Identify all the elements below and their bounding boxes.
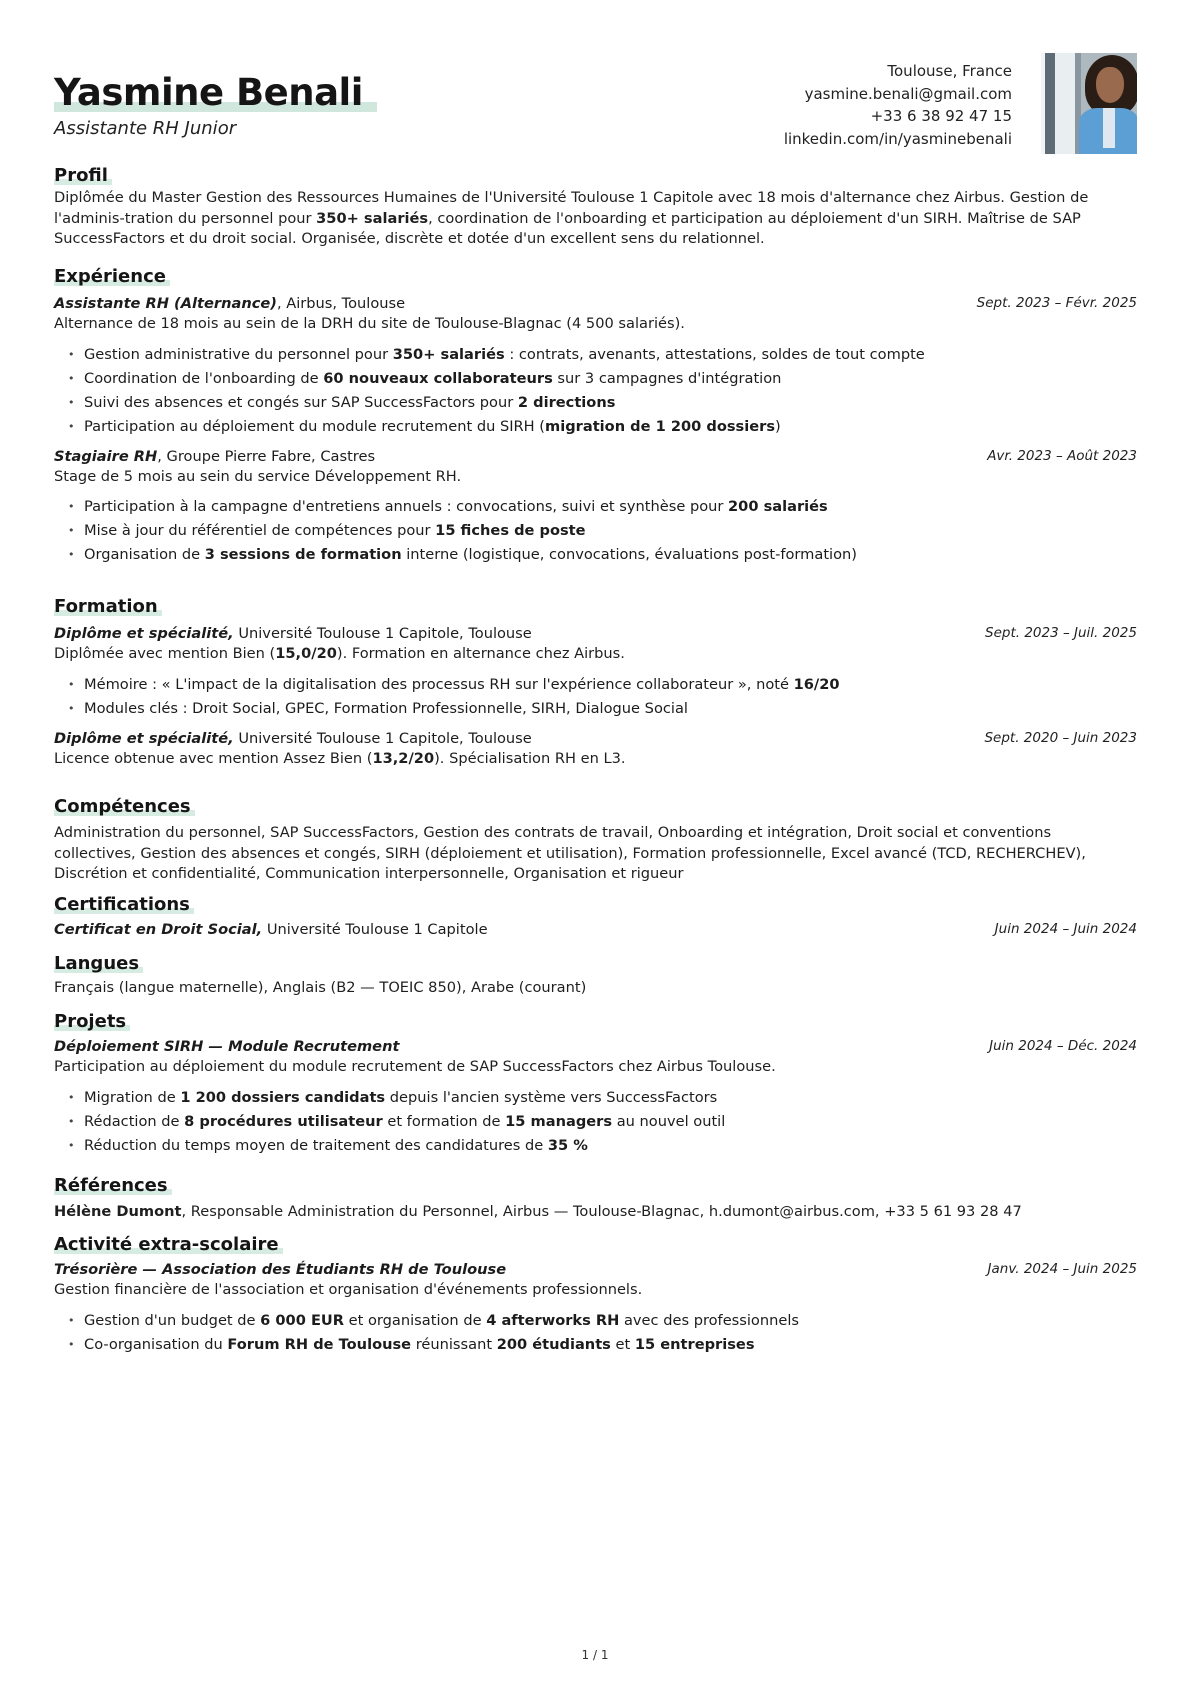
- bullet-item: • Gestion administrative du personnel pour 350+ salariés : contrats, avenants, attestations, soldes de tout compte: [68, 343, 1137, 367]
- linkedin-link[interactable]: linkedin.com/in/yasminebenali: [783, 129, 1012, 148]
- entry-date: Sept. 2023 – Juil. 2025: [985, 625, 1137, 641]
- entry-description: Licence obtenue avec mention Assez Bien (13,2/20). Spécialisation RH en L3.: [54, 749, 626, 767]
- entry-role: Certificat en Droit Social,: [54, 921, 263, 938]
- entry-org: Université Toulouse 1 Capitole, Toulouse: [233, 625, 532, 642]
- formation-entry: [54, 728, 1137, 770]
- location: Toulouse, France: [887, 62, 1012, 80]
- candidate-name: Yasmine Benali: [54, 68, 377, 118]
- profil-text: Diplômée du Master Gestion des Ressources Humaines de l'Université Toulouse 1 Capitole avec 18 mois d'alternance chez Airbus. Gestion de l'adminis-tration du personnel pour 350+ salariés, coordination de l'onboarding et participation au déploiement d'un SIRH. Maîtrise de SAP SuccessFactors et du droit social. Organisée, discrète et dotée d'un excellent sens du relationnel.: [54, 189, 1089, 247]
- bullet-item: • Mise à jour du référentiel de compétences pour 15 fiches de poste: [68, 519, 1137, 543]
- entry-description: Stage de 5 mois au sein du service Développement RH.: [54, 467, 462, 485]
- section-title-experience: Expérience: [54, 265, 170, 289]
- entry-role: Assistante RH (Alternance): [54, 295, 277, 312]
- bullet-item: • Participation au déploiement du module recrutement du SIRH (migration de 1 200 dossiers): [68, 415, 1137, 439]
- section-references: [54, 1174, 1137, 1223]
- profile-photo: [1041, 53, 1137, 154]
- entry-bullets: [54, 495, 1137, 567]
- section-title-certifications: Certifications: [54, 893, 194, 917]
- entry-org: , Airbus, Toulouse: [276, 295, 406, 312]
- section-profil: [54, 164, 1137, 250]
- section-title-profil: Profil: [54, 164, 112, 188]
- entry-date: Avr. 2023 – Août 2023: [987, 447, 1137, 464]
- entry-bullets: [54, 343, 1137, 439]
- section-title-langues: Langues: [54, 952, 143, 976]
- bullet-item: • Rédaction de 8 procédures utilisateur et formation de 15 managers au nouvel outil: [68, 1110, 1137, 1134]
- bullet-item: • Réduction du temps moyen de traitement des candidatures de 35 %: [68, 1134, 1137, 1158]
- entry-description: Participation au déploiement du module recrutement de SAP SuccessFactors chez Airbus Toulouse.: [54, 1058, 776, 1075]
- competences-text: Administration du personnel, SAP SuccessFactors, Gestion des contrats de travail, Onboarding et intégration, Droit social et conventions collectives, Gestion des absences et congés, SIRH (déploiement et utilisation), Formation professionnelle, Excel avancé (TCD, RECHERCHEV), Discrétion et confidentialité, Communication interpersonnelle, Organisation et rigueur: [54, 824, 1086, 882]
- bullet-item: • Participation à la campagne d'entretiens annuels : convocations, suivi et synthèse pour 200 salariés: [68, 495, 1137, 519]
- section-title-competences: Compétences: [54, 795, 195, 819]
- section-title-extra: Activité extra-scolaire: [54, 1233, 283, 1257]
- page-number: 1 / 1: [581, 1648, 609, 1662]
- bullet-item: • Coordination de l'onboarding de 60 nouveaux collaborateurs sur 3 campagnes d'intégration: [68, 367, 1137, 391]
- section-certifications: [54, 893, 1137, 940]
- entry-description: Diplômée avec mention Bien (15,0/20). Formation en alternance chez Airbus.: [54, 645, 625, 662]
- section-projets: [54, 1010, 1137, 1158]
- entry-date: Juin 2024 – Déc. 2024: [989, 1038, 1137, 1054]
- bullet-item: • Modules clés : Droit Social, GPEC, Formation Professionnelle, SIRH, Dialogue Social: [68, 697, 1137, 721]
- entry-role: Diplôme et spécialité,: [54, 729, 234, 747]
- section-title-projets: Projets: [54, 1010, 130, 1034]
- resume-page: [54, 0, 1137, 1353]
- bullet-item: • Gestion d'un budget de 6 000 EUR et organisation de 4 afterworks RH avec des professionnels: [68, 1309, 1137, 1333]
- entry-description: Gestion financière de l'association et organisation d'événements professionnels.: [54, 1281, 643, 1298]
- entry-role: Déploiement SIRH — Module Recrutement: [54, 1038, 400, 1055]
- contact-block: [784, 60, 1012, 150]
- resume-header: [54, 0, 1137, 160]
- experience-entry: [54, 446, 1137, 568]
- bullet-item: • Suivi des absences et congés sur SAP SuccessFactors pour 2 directions: [68, 391, 1137, 415]
- phone: +33 6 38 92 47 15: [870, 107, 1012, 125]
- entry-role: Diplôme et spécialité,: [54, 625, 234, 642]
- email-link[interactable]: yasmine.benali@gmail.com: [804, 84, 1012, 103]
- section-extra-scolaire: [54, 1233, 1137, 1357]
- section-experience: [54, 265, 1137, 567]
- entry-bullets: [54, 1086, 1137, 1158]
- section-title-references: Références: [54, 1174, 172, 1198]
- entry-bullets: [54, 1309, 1137, 1357]
- bullet-item: • Organisation de 3 sessions de formation interne (logistique, convocations, évaluations post-formation): [68, 543, 1137, 567]
- bullet-item: • Mémoire : « L'impact de la digitalisation des processus RH sur l'expérience collaborateur », noté 16/20: [68, 673, 1137, 697]
- entry-org: Université Toulouse 1 Capitole, Toulouse: [233, 729, 532, 747]
- section-title-formation: Formation: [54, 595, 162, 619]
- entry-description: Alternance de 18 mois au sein de la DRH du site de Toulouse-Blagnac (4 500 salariés).: [54, 315, 685, 332]
- reference-entry: Hélène Dumont, Responsable Administration du Personnel, Airbus — Toulouse-Blagnac, h.dumont@airbus.com, +33 5 61 93 28 47: [54, 1203, 1022, 1220]
- entry-date: Sept. 2023 – Févr. 2025: [976, 295, 1137, 311]
- entry-date: Janv. 2024 – Juin 2025: [987, 1261, 1137, 1277]
- experience-entry: [54, 293, 1137, 439]
- bullet-item: • Migration de 1 200 dossiers candidats depuis l'ancien système vers SuccessFactors: [68, 1086, 1137, 1110]
- section-langues: [54, 952, 1137, 999]
- formation-entry: [54, 623, 1137, 721]
- section-formation: [54, 595, 1137, 769]
- entry-role: Trésorière — Association des Étudiants RH de Toulouse: [54, 1261, 507, 1278]
- entry-bullets: [54, 673, 1137, 721]
- bullet-item: • Co-organisation du Forum RH de Toulouse réunissant 200 étudiants et 15 entreprises: [68, 1333, 1137, 1357]
- entry-date: Sept. 2020 – Juin 2023: [984, 729, 1137, 746]
- section-competences: [54, 795, 1137, 885]
- job-title: Assistante RH Junior: [54, 118, 237, 139]
- entry-org: Université Toulouse 1 Capitole: [262, 921, 488, 938]
- entry-org: , Groupe Pierre Fabre, Castres: [157, 447, 376, 465]
- entry-role: Stagiaire RH: [54, 447, 158, 465]
- langues-text: Français (langue maternelle), Anglais (B2 — TOEIC 850), Arabe (courant): [54, 979, 587, 996]
- entry-date: Juin 2024 – Juin 2024: [994, 921, 1137, 937]
